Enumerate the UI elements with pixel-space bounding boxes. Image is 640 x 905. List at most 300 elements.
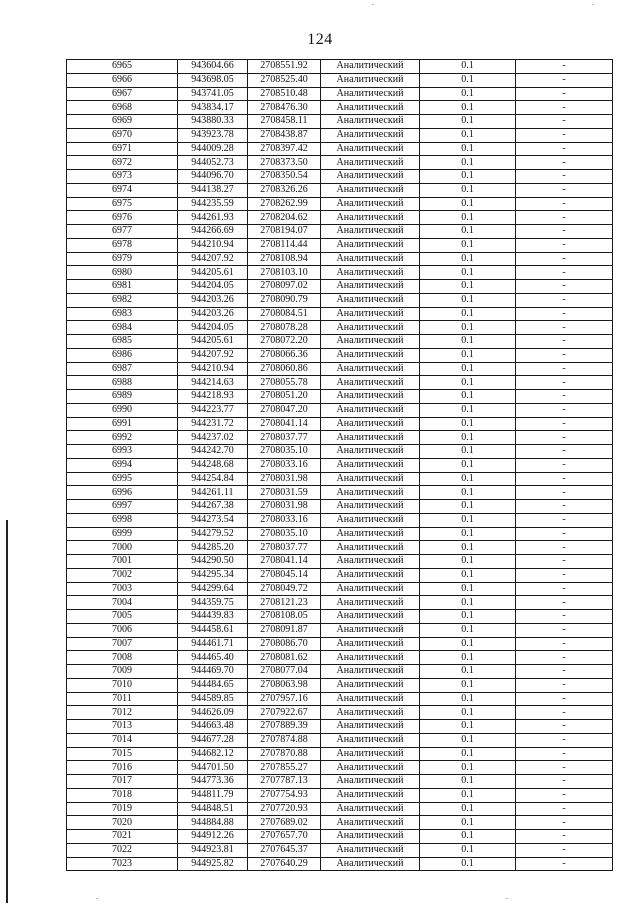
x-coordinate-cell: 944811.79 bbox=[178, 788, 248, 802]
y-coordinate-cell: 2708041.14 bbox=[248, 417, 321, 431]
y-coordinate-cell: 2708551.92 bbox=[248, 60, 321, 74]
x-coordinate-cell: 944290.50 bbox=[178, 555, 248, 569]
method-cell: Аналитический bbox=[321, 307, 420, 321]
method-cell: Аналитический bbox=[321, 73, 420, 87]
note-cell: - bbox=[516, 527, 613, 541]
table-row bbox=[67, 183, 613, 197]
note-cell: - bbox=[516, 225, 613, 239]
accuracy-cell: 0.1 bbox=[420, 665, 516, 679]
y-coordinate-cell: 2707874.88 bbox=[248, 733, 321, 747]
point-number-cell: 6992 bbox=[67, 431, 178, 445]
accuracy-cell: 0.1 bbox=[420, 73, 516, 87]
y-coordinate-cell: 2708262.99 bbox=[248, 197, 321, 211]
note-cell: - bbox=[516, 211, 613, 225]
method-cell: Аналитический bbox=[321, 293, 420, 307]
x-coordinate-cell: 944254.84 bbox=[178, 472, 248, 486]
y-coordinate-cell: 2707657.70 bbox=[248, 830, 321, 844]
table-row bbox=[67, 596, 613, 610]
table-row bbox=[67, 376, 613, 390]
table-row bbox=[67, 651, 613, 665]
x-coordinate-cell: 944682.12 bbox=[178, 747, 248, 761]
accuracy-cell: 0.1 bbox=[420, 197, 516, 211]
y-coordinate-cell: 2708194.07 bbox=[248, 225, 321, 239]
table-row bbox=[67, 582, 613, 596]
table-row bbox=[67, 321, 613, 335]
x-coordinate-cell: 944052.73 bbox=[178, 156, 248, 170]
method-cell: Аналитический bbox=[321, 472, 420, 486]
x-coordinate-cell: 944205.61 bbox=[178, 266, 248, 280]
accuracy-cell: 0.1 bbox=[420, 183, 516, 197]
y-coordinate-cell: 2708097.02 bbox=[248, 280, 321, 294]
point-number-cell: 7010 bbox=[67, 678, 178, 692]
point-number-cell: 6983 bbox=[67, 307, 178, 321]
x-coordinate-cell: 943741.05 bbox=[178, 87, 248, 101]
x-coordinate-cell: 944273.54 bbox=[178, 513, 248, 527]
x-coordinate-cell: 944884.88 bbox=[178, 816, 248, 830]
y-coordinate-cell: 2708047.20 bbox=[248, 403, 321, 417]
method-cell: Аналитический bbox=[321, 788, 420, 802]
table-row bbox=[67, 293, 613, 307]
note-cell: - bbox=[516, 431, 613, 445]
point-number-cell: 6998 bbox=[67, 513, 178, 527]
x-coordinate-cell: 944138.27 bbox=[178, 183, 248, 197]
note-cell: - bbox=[516, 458, 613, 472]
note-cell: - bbox=[516, 197, 613, 211]
method-cell: Аналитический bbox=[321, 142, 420, 156]
scan-speck bbox=[96, 898, 98, 899]
point-number-cell: 6987 bbox=[67, 362, 178, 376]
y-coordinate-cell: 2708350.54 bbox=[248, 170, 321, 184]
accuracy-cell: 0.1 bbox=[420, 142, 516, 156]
accuracy-cell: 0.1 bbox=[420, 252, 516, 266]
table-row bbox=[67, 403, 613, 417]
table-row bbox=[67, 500, 613, 514]
table-row bbox=[67, 238, 613, 252]
y-coordinate-cell: 2708458.11 bbox=[248, 115, 321, 129]
x-coordinate-cell: 944299.64 bbox=[178, 582, 248, 596]
table-row bbox=[67, 170, 613, 184]
method-cell: Аналитический bbox=[321, 266, 420, 280]
note-cell: - bbox=[516, 637, 613, 651]
page-number: 124 bbox=[307, 31, 333, 48]
method-cell: Аналитический bbox=[321, 348, 420, 362]
accuracy-cell: 0.1 bbox=[420, 568, 516, 582]
table-row bbox=[67, 527, 613, 541]
accuracy-cell: 0.1 bbox=[420, 720, 516, 734]
x-coordinate-cell: 944912.26 bbox=[178, 830, 248, 844]
note-cell: - bbox=[516, 706, 613, 720]
accuracy-cell: 0.1 bbox=[420, 623, 516, 637]
table-row bbox=[67, 568, 613, 582]
note-cell: - bbox=[516, 73, 613, 87]
table-row bbox=[67, 692, 613, 706]
note-cell: - bbox=[516, 307, 613, 321]
note-cell: - bbox=[516, 665, 613, 679]
x-coordinate-cell: 943698.05 bbox=[178, 73, 248, 87]
accuracy-cell: 0.1 bbox=[420, 706, 516, 720]
note-cell: - bbox=[516, 843, 613, 857]
point-number-cell: 7006 bbox=[67, 623, 178, 637]
method-cell: Аналитический bbox=[321, 830, 420, 844]
table-row bbox=[67, 142, 613, 156]
accuracy-cell: 0.1 bbox=[420, 637, 516, 651]
point-number-cell: 6986 bbox=[67, 348, 178, 362]
point-number-cell: 7020 bbox=[67, 816, 178, 830]
table-row bbox=[67, 335, 613, 349]
note-cell: - bbox=[516, 445, 613, 459]
note-cell: - bbox=[516, 568, 613, 582]
table-row bbox=[67, 472, 613, 486]
note-cell: - bbox=[516, 582, 613, 596]
table-row bbox=[67, 816, 613, 830]
note-cell: - bbox=[516, 500, 613, 514]
method-cell: Аналитический bbox=[321, 678, 420, 692]
method-cell: Аналитический bbox=[321, 321, 420, 335]
table-row bbox=[67, 73, 613, 87]
method-cell: Аналитический bbox=[321, 362, 420, 376]
y-coordinate-cell: 2707640.29 bbox=[248, 857, 321, 871]
y-coordinate-cell: 2708090.79 bbox=[248, 293, 321, 307]
note-cell: - bbox=[516, 266, 613, 280]
method-cell: Аналитический bbox=[321, 582, 420, 596]
x-coordinate-cell: 944214.63 bbox=[178, 376, 248, 390]
note-cell: - bbox=[516, 115, 613, 129]
note-cell: - bbox=[516, 403, 613, 417]
note-cell: - bbox=[516, 720, 613, 734]
accuracy-cell: 0.1 bbox=[420, 816, 516, 830]
method-cell: Аналитический bbox=[321, 843, 420, 857]
y-coordinate-cell: 2708326.26 bbox=[248, 183, 321, 197]
method-cell: Аналитический bbox=[321, 802, 420, 816]
note-cell: - bbox=[516, 293, 613, 307]
y-coordinate-cell: 2708108.94 bbox=[248, 252, 321, 266]
y-coordinate-cell: 2708055.78 bbox=[248, 376, 321, 390]
x-coordinate-cell: 943834.17 bbox=[178, 101, 248, 115]
y-coordinate-cell: 2708037.77 bbox=[248, 431, 321, 445]
x-coordinate-cell: 944223.77 bbox=[178, 403, 248, 417]
accuracy-cell: 0.1 bbox=[420, 238, 516, 252]
y-coordinate-cell: 2708033.16 bbox=[248, 513, 321, 527]
scan-speck bbox=[372, 4, 374, 5]
table-row bbox=[67, 720, 613, 734]
method-cell: Аналитический bbox=[321, 390, 420, 404]
x-coordinate-cell: 944848.51 bbox=[178, 802, 248, 816]
point-number-cell: 6979 bbox=[67, 252, 178, 266]
table-row bbox=[67, 541, 613, 555]
coordinates-table bbox=[66, 59, 613, 871]
y-coordinate-cell: 2708031.98 bbox=[248, 472, 321, 486]
accuracy-cell: 0.1 bbox=[420, 843, 516, 857]
table-row bbox=[67, 445, 613, 459]
y-coordinate-cell: 2708060.86 bbox=[248, 362, 321, 376]
y-coordinate-cell: 2708081.62 bbox=[248, 651, 321, 665]
scan-speck bbox=[506, 898, 508, 899]
x-coordinate-cell: 944461.71 bbox=[178, 637, 248, 651]
x-coordinate-cell: 943880.33 bbox=[178, 115, 248, 129]
table-row bbox=[67, 266, 613, 280]
x-coordinate-cell: 944009.28 bbox=[178, 142, 248, 156]
x-coordinate-cell: 944207.92 bbox=[178, 252, 248, 266]
y-coordinate-cell: 2708091.87 bbox=[248, 623, 321, 637]
y-coordinate-cell: 2708049.72 bbox=[248, 582, 321, 596]
method-cell: Аналитический bbox=[321, 761, 420, 775]
point-number-cell: 6972 bbox=[67, 156, 178, 170]
note-cell: - bbox=[516, 610, 613, 624]
accuracy-cell: 0.1 bbox=[420, 115, 516, 129]
table-row bbox=[67, 280, 613, 294]
x-coordinate-cell: 944465.40 bbox=[178, 651, 248, 665]
y-coordinate-cell: 2708108.05 bbox=[248, 610, 321, 624]
point-number-cell: 7004 bbox=[67, 596, 178, 610]
note-cell: - bbox=[516, 747, 613, 761]
note-cell: - bbox=[516, 623, 613, 637]
method-cell: Аналитический bbox=[321, 513, 420, 527]
accuracy-cell: 0.1 bbox=[420, 513, 516, 527]
table-row bbox=[67, 623, 613, 637]
accuracy-cell: 0.1 bbox=[420, 390, 516, 404]
y-coordinate-cell: 2708035.10 bbox=[248, 527, 321, 541]
accuracy-cell: 0.1 bbox=[420, 293, 516, 307]
x-coordinate-cell: 944218.93 bbox=[178, 390, 248, 404]
x-coordinate-cell: 944458.61 bbox=[178, 623, 248, 637]
scan-speck bbox=[592, 4, 594, 5]
point-number-cell: 6977 bbox=[67, 225, 178, 239]
accuracy-cell: 0.1 bbox=[420, 472, 516, 486]
y-coordinate-cell: 2707689.02 bbox=[248, 816, 321, 830]
point-number-cell: 6973 bbox=[67, 170, 178, 184]
note-cell: - bbox=[516, 486, 613, 500]
point-number-cell: 6995 bbox=[67, 472, 178, 486]
method-cell: Аналитический bbox=[321, 857, 420, 871]
method-cell: Аналитический bbox=[321, 665, 420, 679]
method-cell: Аналитический bbox=[321, 60, 420, 74]
point-number-cell: 6969 bbox=[67, 115, 178, 129]
method-cell: Аналитический bbox=[321, 128, 420, 142]
accuracy-cell: 0.1 bbox=[420, 747, 516, 761]
accuracy-cell: 0.1 bbox=[420, 403, 516, 417]
method-cell: Аналитический bbox=[321, 733, 420, 747]
x-coordinate-cell: 944207.92 bbox=[178, 348, 248, 362]
x-coordinate-cell: 944210.94 bbox=[178, 362, 248, 376]
point-number-cell: 6989 bbox=[67, 390, 178, 404]
point-number-cell: 6978 bbox=[67, 238, 178, 252]
x-coordinate-cell: 944261.93 bbox=[178, 211, 248, 225]
y-coordinate-cell: 2708066.36 bbox=[248, 348, 321, 362]
table-row bbox=[67, 513, 613, 527]
table-row bbox=[67, 431, 613, 445]
point-number-cell: 7014 bbox=[67, 733, 178, 747]
point-number-cell: 6999 bbox=[67, 527, 178, 541]
note-cell: - bbox=[516, 348, 613, 362]
y-coordinate-cell: 2708041.14 bbox=[248, 555, 321, 569]
accuracy-cell: 0.1 bbox=[420, 857, 516, 871]
note-cell: - bbox=[516, 802, 613, 816]
y-coordinate-cell: 2708397.42 bbox=[248, 142, 321, 156]
accuracy-cell: 0.1 bbox=[420, 596, 516, 610]
note-cell: - bbox=[516, 335, 613, 349]
note-cell: - bbox=[516, 555, 613, 569]
x-coordinate-cell: 944773.36 bbox=[178, 775, 248, 789]
accuracy-cell: 0.1 bbox=[420, 445, 516, 459]
accuracy-cell: 0.1 bbox=[420, 788, 516, 802]
point-number-cell: 6967 bbox=[67, 87, 178, 101]
table-body bbox=[67, 60, 613, 871]
note-cell: - bbox=[516, 596, 613, 610]
table-row bbox=[67, 362, 613, 376]
note-cell: - bbox=[516, 183, 613, 197]
method-cell: Аналитический bbox=[321, 527, 420, 541]
accuracy-cell: 0.1 bbox=[420, 692, 516, 706]
point-number-cell: 6974 bbox=[67, 183, 178, 197]
point-number-cell: 7002 bbox=[67, 568, 178, 582]
point-number-cell: 6976 bbox=[67, 211, 178, 225]
accuracy-cell: 0.1 bbox=[420, 101, 516, 115]
y-coordinate-cell: 2707754.93 bbox=[248, 788, 321, 802]
x-coordinate-cell: 944285.20 bbox=[178, 541, 248, 555]
x-coordinate-cell: 943923.78 bbox=[178, 128, 248, 142]
y-coordinate-cell: 2708103.10 bbox=[248, 266, 321, 280]
accuracy-cell: 0.1 bbox=[420, 830, 516, 844]
table-row bbox=[67, 555, 613, 569]
x-coordinate-cell: 944469.70 bbox=[178, 665, 248, 679]
note-cell: - bbox=[516, 417, 613, 431]
method-cell: Аналитический bbox=[321, 500, 420, 514]
table-row bbox=[67, 115, 613, 129]
y-coordinate-cell: 2708121.23 bbox=[248, 596, 321, 610]
point-number-cell: 6994 bbox=[67, 458, 178, 472]
x-coordinate-cell: 944439.83 bbox=[178, 610, 248, 624]
method-cell: Аналитический bbox=[321, 376, 420, 390]
method-cell: Аналитический bbox=[321, 417, 420, 431]
point-number-cell: 7007 bbox=[67, 637, 178, 651]
note-cell: - bbox=[516, 390, 613, 404]
table-row bbox=[67, 678, 613, 692]
y-coordinate-cell: 2708078.28 bbox=[248, 321, 321, 335]
table-row bbox=[67, 857, 613, 871]
method-cell: Аналитический bbox=[321, 458, 420, 472]
point-number-cell: 7019 bbox=[67, 802, 178, 816]
y-coordinate-cell: 2708204.62 bbox=[248, 211, 321, 225]
y-coordinate-cell: 2708086.70 bbox=[248, 637, 321, 651]
method-cell: Аналитический bbox=[321, 431, 420, 445]
point-number-cell: 6991 bbox=[67, 417, 178, 431]
note-cell: - bbox=[516, 142, 613, 156]
y-coordinate-cell: 2708114.44 bbox=[248, 238, 321, 252]
y-coordinate-cell: 2708051.20 bbox=[248, 390, 321, 404]
point-number-cell: 7013 bbox=[67, 720, 178, 734]
point-number-cell: 7009 bbox=[67, 665, 178, 679]
x-coordinate-cell: 944210.94 bbox=[178, 238, 248, 252]
table-row bbox=[67, 252, 613, 266]
y-coordinate-cell: 2708033.16 bbox=[248, 458, 321, 472]
y-coordinate-cell: 2707922.67 bbox=[248, 706, 321, 720]
note-cell: - bbox=[516, 60, 613, 74]
accuracy-cell: 0.1 bbox=[420, 335, 516, 349]
method-cell: Аналитический bbox=[321, 637, 420, 651]
table-row bbox=[67, 761, 613, 775]
note-cell: - bbox=[516, 651, 613, 665]
note-cell: - bbox=[516, 816, 613, 830]
method-cell: Аналитический bbox=[321, 720, 420, 734]
accuracy-cell: 0.1 bbox=[420, 582, 516, 596]
table-row bbox=[67, 610, 613, 624]
y-coordinate-cell: 2707855.27 bbox=[248, 761, 321, 775]
method-cell: Аналитический bbox=[321, 115, 420, 129]
table-row bbox=[67, 197, 613, 211]
method-cell: Аналитический bbox=[321, 445, 420, 459]
x-coordinate-cell: 944589.85 bbox=[178, 692, 248, 706]
y-coordinate-cell: 2708063.98 bbox=[248, 678, 321, 692]
point-number-cell: 7011 bbox=[67, 692, 178, 706]
point-number-cell: 6975 bbox=[67, 197, 178, 211]
x-coordinate-cell: 944925.82 bbox=[178, 857, 248, 871]
point-number-cell: 6982 bbox=[67, 293, 178, 307]
point-number-cell: 6968 bbox=[67, 101, 178, 115]
accuracy-cell: 0.1 bbox=[420, 678, 516, 692]
point-number-cell: 7018 bbox=[67, 788, 178, 802]
note-cell: - bbox=[516, 252, 613, 266]
method-cell: Аналитический bbox=[321, 87, 420, 101]
note-cell: - bbox=[516, 678, 613, 692]
x-coordinate-cell: 944203.26 bbox=[178, 293, 248, 307]
x-coordinate-cell: 944248.68 bbox=[178, 458, 248, 472]
point-number-cell: 7012 bbox=[67, 706, 178, 720]
method-cell: Аналитический bbox=[321, 706, 420, 720]
method-cell: Аналитический bbox=[321, 623, 420, 637]
accuracy-cell: 0.1 bbox=[420, 87, 516, 101]
method-cell: Аналитический bbox=[321, 335, 420, 349]
method-cell: Аналитический bbox=[321, 651, 420, 665]
y-coordinate-cell: 2708510.48 bbox=[248, 87, 321, 101]
x-coordinate-cell: 944242.70 bbox=[178, 445, 248, 459]
accuracy-cell: 0.1 bbox=[420, 651, 516, 665]
accuracy-cell: 0.1 bbox=[420, 128, 516, 142]
method-cell: Аналитический bbox=[321, 692, 420, 706]
method-cell: Аналитический bbox=[321, 238, 420, 252]
point-number-cell: 6965 bbox=[67, 60, 178, 74]
y-coordinate-cell: 2708476.30 bbox=[248, 101, 321, 115]
point-number-cell: 6988 bbox=[67, 376, 178, 390]
accuracy-cell: 0.1 bbox=[420, 802, 516, 816]
note-cell: - bbox=[516, 238, 613, 252]
x-coordinate-cell: 944626.09 bbox=[178, 706, 248, 720]
y-coordinate-cell: 2708037.77 bbox=[248, 541, 321, 555]
method-cell: Аналитический bbox=[321, 541, 420, 555]
accuracy-cell: 0.1 bbox=[420, 321, 516, 335]
accuracy-cell: 0.1 bbox=[420, 156, 516, 170]
point-number-cell: 6997 bbox=[67, 500, 178, 514]
x-coordinate-cell: 944235.59 bbox=[178, 197, 248, 211]
table-row bbox=[67, 101, 613, 115]
y-coordinate-cell: 2707645.37 bbox=[248, 843, 321, 857]
note-cell: - bbox=[516, 101, 613, 115]
accuracy-cell: 0.1 bbox=[420, 761, 516, 775]
y-coordinate-cell: 2707870.88 bbox=[248, 747, 321, 761]
accuracy-cell: 0.1 bbox=[420, 775, 516, 789]
method-cell: Аналитический bbox=[321, 596, 420, 610]
point-number-cell: 6985 bbox=[67, 335, 178, 349]
method-cell: Аналитический bbox=[321, 775, 420, 789]
note-cell: - bbox=[516, 170, 613, 184]
point-number-cell: 7017 bbox=[67, 775, 178, 789]
accuracy-cell: 0.1 bbox=[420, 211, 516, 225]
method-cell: Аналитический bbox=[321, 568, 420, 582]
x-coordinate-cell: 943604.66 bbox=[178, 60, 248, 74]
table-row bbox=[67, 706, 613, 720]
table-row bbox=[67, 747, 613, 761]
note-cell: - bbox=[516, 376, 613, 390]
y-coordinate-cell: 2707889.39 bbox=[248, 720, 321, 734]
